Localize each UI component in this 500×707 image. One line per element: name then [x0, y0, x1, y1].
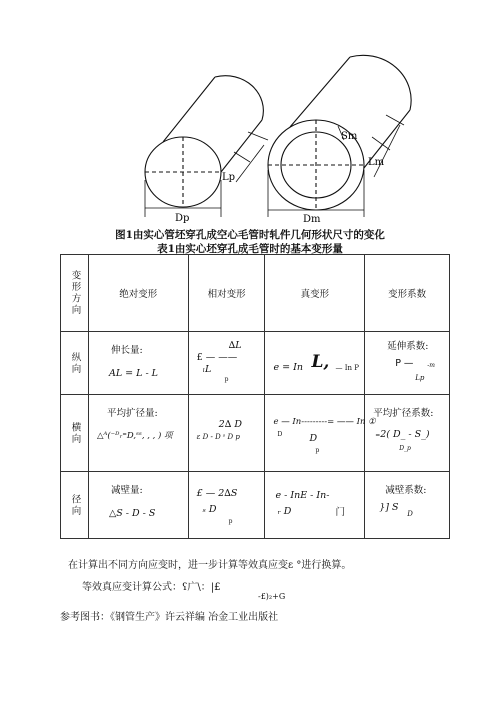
- header-relative: 相对变形: [188, 255, 265, 332]
- row-direction: 横向: [69, 421, 81, 445]
- rel-formula-d: p: [224, 376, 229, 383]
- true-formula-c: — In P: [335, 364, 359, 372]
- header-coef: 变形系数: [365, 255, 450, 332]
- abs-formula: AL = L - L: [108, 368, 158, 379]
- abs-formula: △ᴬ(⁻ᴰᵣ⁼D,ˢˢ, , , ) 项: [96, 431, 173, 441]
- coef-label: 平均扩径系数:: [373, 408, 434, 419]
- abs-label: 减壁量:: [110, 485, 143, 496]
- label-dm: Dm: [303, 214, 321, 225]
- row-direction: 纵向: [69, 351, 81, 375]
- hollow-shell-drawing: [268, 55, 411, 217]
- coef-formula-b: -m: [427, 362, 435, 369]
- header-true: 真变形: [265, 255, 365, 332]
- true-formula-d: p: [315, 447, 320, 454]
- pipe-geometry-figure: [0, 0, 500, 230]
- rel-formula-b: ε D - D ˢ D p: [196, 433, 240, 441]
- label-dp: Dp: [175, 213, 190, 224]
- abs-formula: △S - D - S: [108, 508, 156, 519]
- rel-formula-a: £ — ——: [196, 352, 238, 363]
- table-row: [61, 472, 450, 539]
- table-row: [61, 332, 450, 395]
- rel-formula-a: £ — 2∆S: [196, 488, 238, 499]
- true-formula-a: e - InE - In-: [275, 490, 330, 501]
- true-formula-c: D: [309, 433, 318, 444]
- coef-formula-b: D_p: [399, 445, 411, 452]
- rel-formula-c: p: [228, 518, 233, 525]
- table-row: [61, 395, 450, 472]
- rel-formula-c: ₗL: [202, 364, 212, 375]
- solid-billet-drawing: [145, 76, 268, 217]
- header-absolute: 绝对变形: [88, 255, 188, 332]
- rel-formula-a: 2∆ D: [218, 419, 242, 430]
- true-formula-a: e = In: [273, 362, 303, 373]
- paragraph-formula-tail: -£)₂+G: [258, 592, 286, 601]
- table-header-row: [61, 255, 450, 332]
- row-direction: 径向: [69, 493, 81, 517]
- true-formula-b: ᵣ D: [277, 506, 292, 517]
- label-sm: Sm: [341, 131, 358, 142]
- reference-line: 参考图书：《钢管生产》许云祥编 冶金工业出版社: [60, 612, 279, 623]
- true-formula-a: e — In---------= —— In ①: [273, 417, 376, 427]
- rel-formula-b: ∆L: [228, 340, 242, 351]
- coef-formula-b: D: [407, 510, 413, 518]
- coef-formula-a: ₌2( D_ - S_): [375, 429, 430, 440]
- coef-formula-a: }] S: [379, 502, 399, 513]
- deformation-table: [60, 254, 450, 539]
- paragraph-equivalent-strain: 在计算出不同方向应变时，进一步计算等效真应变ε °进行换算。: [68, 560, 352, 571]
- abs-label: 平均扩径量:: [106, 408, 158, 419]
- coef-formula-c: Lp: [415, 374, 425, 382]
- figure-caption: 图1由实心管坯穿孔成空心毛管时轧件几何形状尺寸的变化: [115, 229, 385, 241]
- true-formula-b: D: [277, 431, 283, 438]
- coef-label: 延伸系数:: [387, 341, 429, 352]
- rel-formula-b: ₛ D: [202, 504, 217, 515]
- label-lm: Lm: [368, 157, 385, 168]
- header-direction: 变形方向: [69, 270, 81, 316]
- paragraph-formula-intro: 等效真应变计算公式：ʕ广\：|£: [82, 582, 221, 593]
- abs-label: 伸长量:: [110, 345, 143, 356]
- true-formula-c: 门: [335, 507, 345, 518]
- coef-label: 减壁系数:: [385, 485, 427, 496]
- coef-formula-a: P —: [395, 358, 414, 369]
- table-caption: 表1由实心坯穿孔成毛管时的基本变形量: [157, 243, 343, 255]
- label-lp: Lp: [222, 172, 236, 183]
- true-formula-b: L,: [311, 352, 330, 372]
